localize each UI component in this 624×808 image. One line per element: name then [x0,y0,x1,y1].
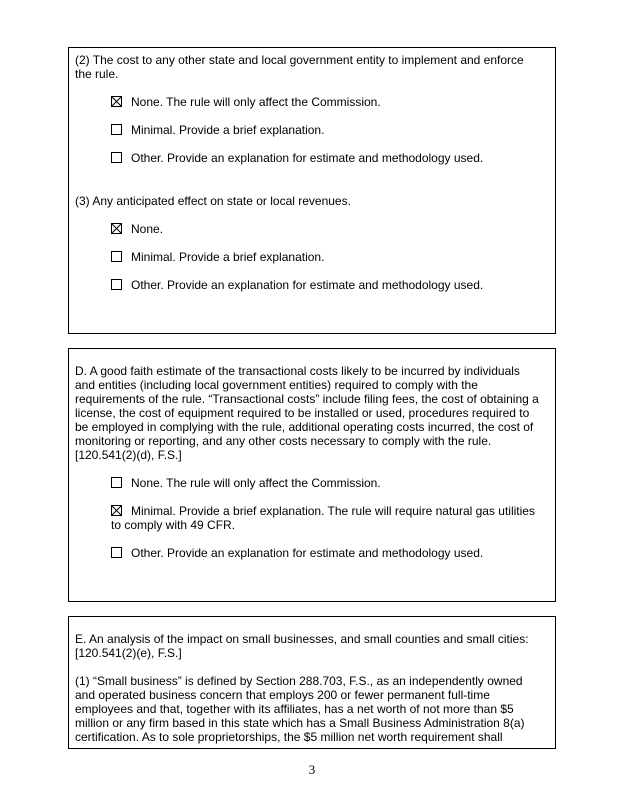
small-business-definition-line: employees and that, together with its affiliates, has a net worth of not more than $5 [75,702,514,716]
section-d-line: monitoring or reporting, and any other costs necessary to comply with the rule. [75,434,492,448]
q3-none-label: None. [131,222,164,236]
checked-x-icon [112,506,121,515]
cost-to-government-section [68,47,556,334]
section-e-heading-line: E. An analysis of the impact on small businesses, and small counties and small cities: [75,632,529,646]
d-minimal-explanation: to comply with 49 CFR. [111,518,236,532]
checked-x-icon [112,224,121,233]
checked-x-icon [112,97,121,106]
q3-text: (3) Any anticipated effect on state or local revenues. [75,194,351,208]
small-business-definition-line: (1) “Small business” is defined by Section 288.703, F.S., as an independently owned [75,674,523,688]
transactional-costs-section [68,348,556,602]
section-d-line: requirements of the rule. “Transactional costs” include filing fees, the cost of obtaining a [75,392,539,406]
d-minimal-label: Minimal. Provide a brief explanation. The rule will require natural gas utilities [131,504,535,518]
q3-other-label: Other. Provide an explanation for estimate and methodology used. [131,278,484,292]
q2-none-checkbox[interactable] [111,96,122,107]
q3-minimal-checkbox[interactable] [111,251,122,262]
small-business-definition-line: million or any firm based in this state which has a Small Business Administration 8(a) [75,716,525,730]
q3-other-checkbox[interactable] [111,279,122,290]
q2-text-line-1: (2) The cost to any other state and local government entity to implement and enforce [75,53,524,67]
q3-minimal-label: Minimal. Provide a brief explanation. [131,250,325,264]
section-d-line: D. A good faith estimate of the transactional costs likely to be incurred by individuals [75,364,520,378]
q2-other-checkbox[interactable] [111,152,122,163]
section-e-heading-line: [120.541(2)(e), F.S.] [75,646,182,660]
q2-text-line-2: the rule. [75,67,119,81]
q2-minimal-label: Minimal. Provide a brief explanation. [131,123,325,137]
d-none-checkbox[interactable] [111,477,122,488]
d-other-label: Other. Provide an explanation for estimate and methodology used. [131,546,484,560]
section-d-line: and entities (including local government entities) required to comply with the [75,378,478,392]
q3-none-checkbox[interactable] [111,223,122,234]
q2-none-label: None. The rule will only affect the Commission. [131,95,381,109]
d-none-label: None. The rule will only affect the Commission. [131,476,381,490]
page-number: 3 [308,762,316,777]
q2-other-label: Other. Provide an explanation for estimate and methodology used. [131,151,484,165]
q2-minimal-checkbox[interactable] [111,124,122,135]
small-business-definition-line: certification. As to sole proprietorships, the $5 million net worth requirement shall [75,730,503,744]
d-minimal-checkbox[interactable] [111,505,122,516]
section-d-line: license, the cost of equipment required to be installed or used, procedures required to [75,406,530,420]
section-d-line: be employed in complying with the rule, additional operating costs incurred, the cost of [75,420,534,434]
small-business-definition-line: and operated business concern that employs 200 or fewer permanent full-time [75,688,490,702]
section-d-line: [120.541(2)(d), F.S.] [75,448,182,462]
d-other-checkbox[interactable] [111,547,122,558]
small-business-impact-section [68,616,556,749]
